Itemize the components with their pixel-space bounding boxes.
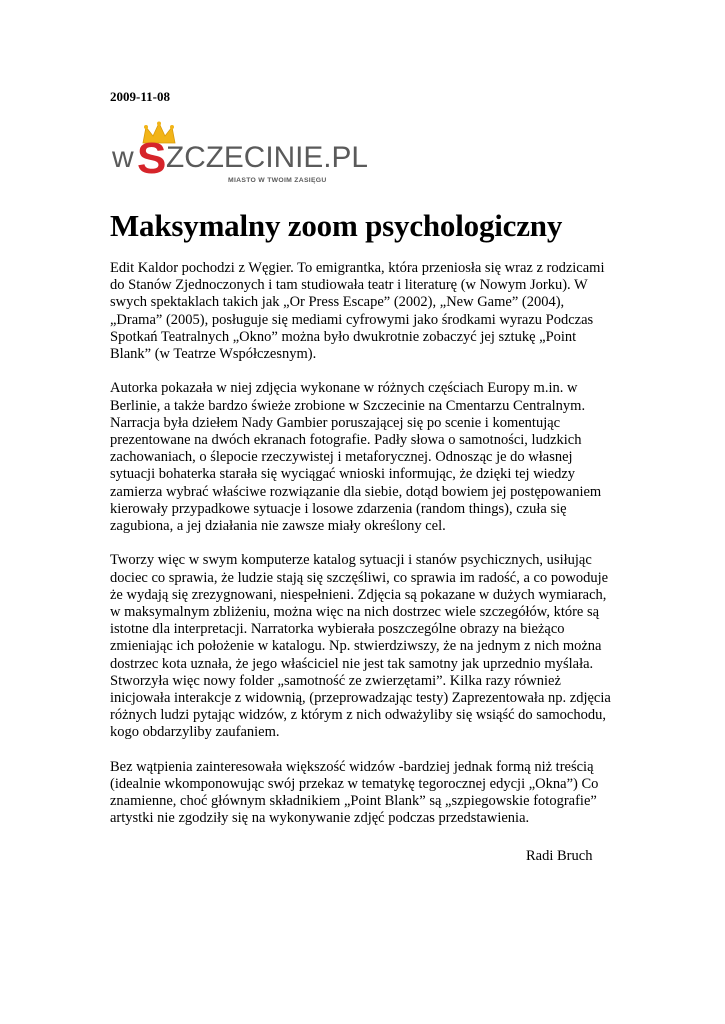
logo-prefix: w: [112, 141, 134, 174]
article-date: 2009-11-08: [110, 89, 170, 104]
logo-tagline: MIASTO W TWOIM ZASIĘGU: [228, 177, 327, 184]
article-paragraph: Edit Kaldor pochodzi z Węgier. To emigrantka, która przeniosła się wraz z rodzicami do Stanów Zjednoczonych i tam studiowała teatr i literaturę (w Nowym Jorku). W swych spektaklach takich jak „Or Press Escape” (2002), „New Game” (2004), „Drama” (2005), posługuje się mediami cyfrowymi jako środkami wyrazu Podczas Spotkań Teatralnych „Okno” można było dwukrotnie zobaczyć jej sztukę „Point Blank” (w Teatrze Współczesnym).: [110, 260, 605, 363]
article-title: Maksymalny zoom psychologiczny: [110, 208, 563, 243]
article-paragraph: Tworzy więc w swym komputerze katalog sytuacji i stanów psychicznych, usiłując dociec co sprawia, że ludzie stają się szczęśliwi, co sprawia im radość, a co powoduje że wydają się zrezygnowani, niespełnieni. Zdjęcia są pokazane w dużych wymiarach, w maksymalnym zbliżeniu, można więc na nich dostrzec wiele szczegółów, które są istotne dla interpretacji. Narratorka wybierała poszczególne obrazy na bieżąco zmieniając ich położenie w katalogu. Np. stwierdziwszy, że na jednym z nich można dostrzec kota uznała, że jego właściciel nie jest tak samotny jak uprzednio myślała. Stworzyła więc nowy folder „samotność ze zwierzętami”. Kilka razy również inicjowała interakcje z widownią, (przeprowadzając testy) Zaprezentowała np. zdjęcia różnych ludzi pytając widzów, z którym z nich odważyliby się wsiąść do samochodu, kogo obdarzyliby zaufaniem.: [110, 552, 611, 741]
article-paragraph: Bez wątpienia zainteresowała większość widzów -bardziej jednak formą niż treścią (idealnie wkomponowując swój przekaz w tematykę tegorocznej edycji „Okna”) Co znamienne, choć głównym składnikiem „Point Blank” są „szpiegowskie fotografie” artystki nie zgodziły się na wykonywanie zdjęć podczas przedstawienia.: [110, 758, 599, 827]
logo-graphic: [110, 121, 374, 187]
logo-brand-rest: ZCZECINIE.PL: [166, 141, 368, 174]
article-author: Radi Bruch: [526, 848, 593, 864]
wszczecinie-logo: [110, 121, 374, 187]
logo-s-letter: S: [137, 134, 167, 183]
article-paragraph: Autorka pokazała w niej zdjęcia wykonane w różnych częściach Europy m.in. w Berlinie, a także bardzo świeże zrobione w Szczecinie na Cmentarzu Centralnym. Narracja była dziełem Nady Gambier poruszającej się po scenie i komentując prezentowane na dwóch ekranach fotografie. Padły słowa o samotności, ludzkich zachowaniach, o ślepocie rzeczywistej i metaforycznej. Odnosząc je do własnej sytuacji bohaterka starała się wyciągać wnioski informując, że dzięki tej wiedzy zamierza wybrać właściwe rozwiązanie dla siebie, dotąd bowiem jej postępowaniem kierowały przypadkowe sytuacje i losowe zdarzenia (random things), czuła się zagubiona, a jej działania nie zawsze miały określony cel.: [110, 380, 602, 535]
article-body: [110, 260, 630, 845]
